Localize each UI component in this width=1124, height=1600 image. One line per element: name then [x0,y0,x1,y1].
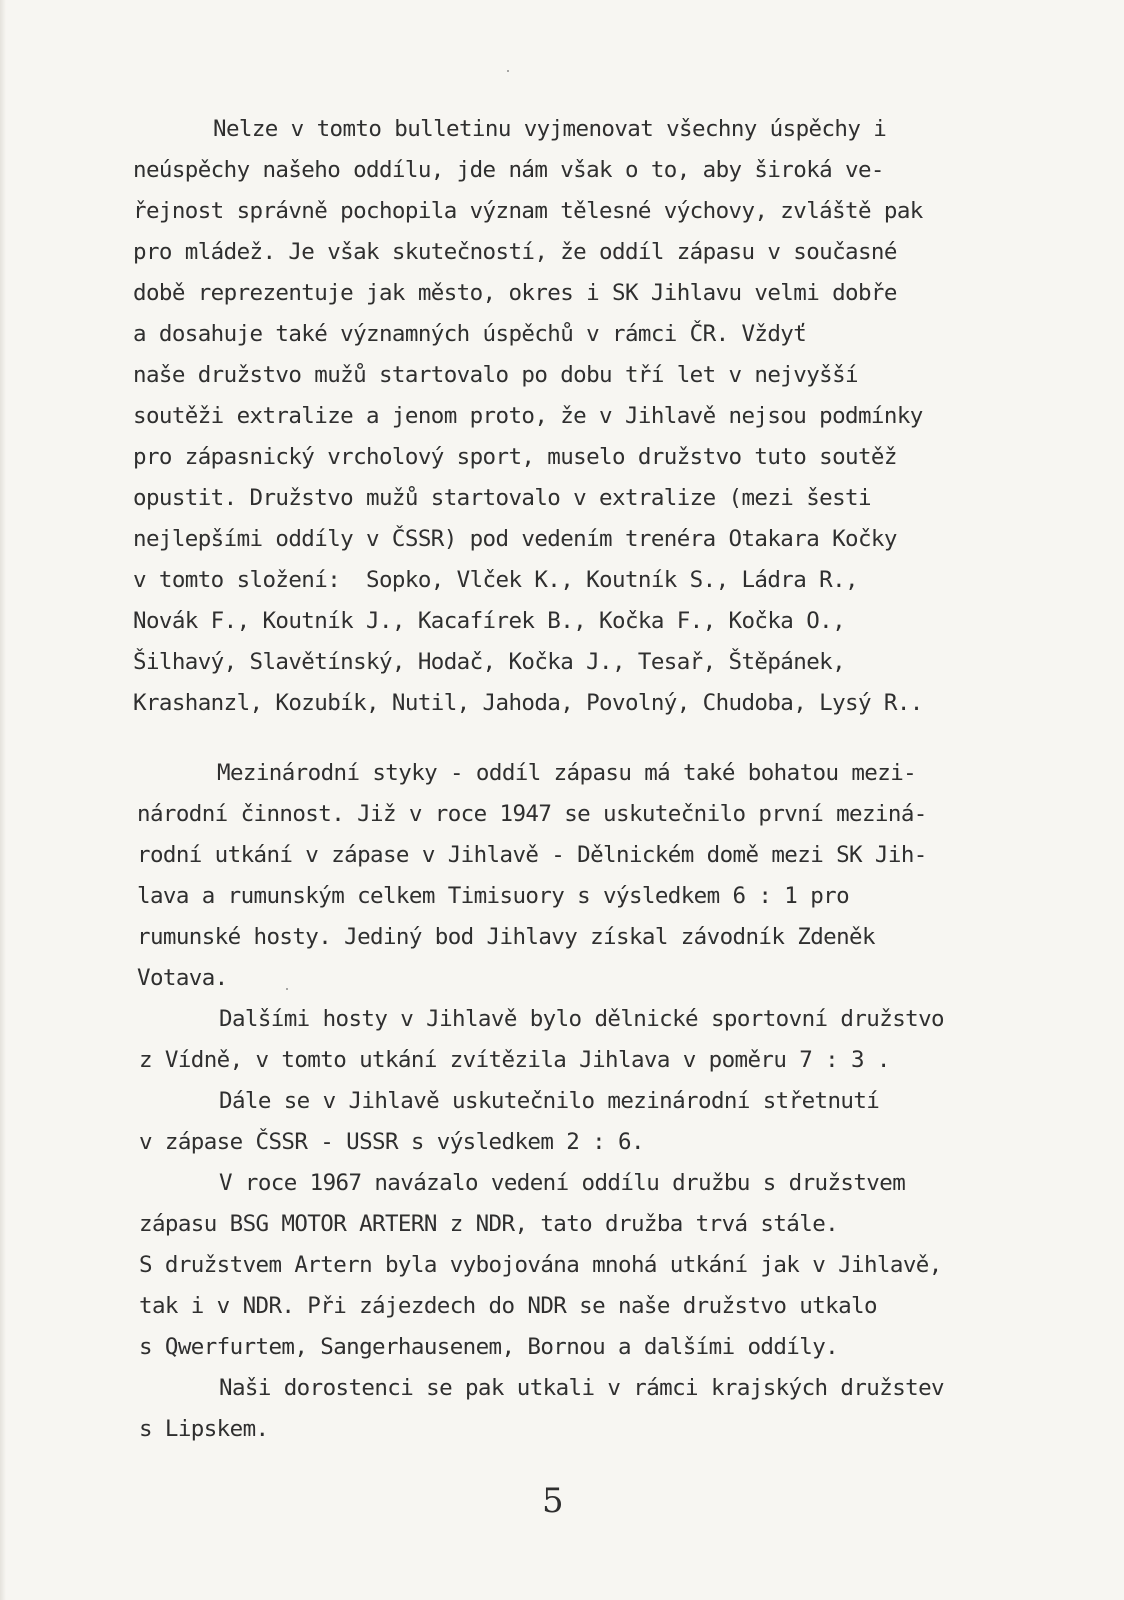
scan-speck [507,70,509,72]
text-line: Krashanzl, Kozubík, Nutil, Jahoda, Povolný, Chudoba, Lysý R.. [133,690,923,716]
text-line: zápasu BSG MOTOR ARTERN z NDR, tato družba trvá stále. [139,1211,839,1237]
text-line: nejlepšími oddíly v ČSSR) pod vedením trenéra Otakara Kočky [133,526,897,552]
text-line: řejnost správně pochopila význam tělesné výchovy, zvláště pak [133,198,923,224]
text-line: Nelze v tomto bulletinu vyjmenovat všechny úspěchy i [213,116,887,142]
text-line: Votava. [137,965,228,991]
text-line: Naši dorostenci se pak utkali v rámci krajských družstev [219,1375,944,1401]
scan-speck [286,988,288,990]
text-line: Novák F., Koutník J., Kacafírek B., Kočka F., Kočka O., [133,608,846,634]
text-line: s Qwerfurtem, Sangerhausenem, Bornou a dalšími oddíly. [139,1334,839,1360]
text-line: neúspěchy našeho oddílu, jde nám však o to, aby široká ve- [133,157,884,183]
text-line: z Vídně, v tomto utkání zvítězila Jihlava v poměru 7 : 3 . [139,1047,890,1073]
text-line: v tomto složení: Sopko, Vlček K., Koutník S., Ládra R., [133,567,858,593]
text-line: V roce 1967 navázalo vedení oddílu družbu s družstvem [219,1170,906,1196]
text-line: Šilhavý, Slavětínský, Hodač, Kočka J., Tesař, Štěpánek, [133,649,846,675]
text-line: lava a rumunským celkem Timisuory s výsledkem 6 : 1 pro [137,883,850,909]
text-line: S družstvem Artern byla vybojována mnohá utkání jak v Jihlavě, [139,1252,942,1278]
text-line: rodní utkání v zápase v Jihlavě - Dělnickém domě mezi SK Jih- [137,842,927,868]
text-line: soutěži extralize a jenom proto, že v Jihlavě nejsou podmínky [133,403,923,429]
text-line: národní činnost. Již v roce 1947 se uskutečnilo první meziná- [137,801,927,827]
page-number: 5 [542,1481,564,1521]
text-line: době reprezentuje jak město, okres i SK Jihlavu velmi dobře [133,280,897,306]
text-line: rumunské hosty. Jediný bod Jihlavy získal závodník Zdeněk [137,924,875,950]
text-line: v zápase ČSSR - USSR s výsledkem 2 : 6. [139,1129,644,1155]
scan-edge-shadow [0,0,6,1600]
text-line: opustit. Družstvo mužů startovalo v extralize (mezi šesti [133,485,871,511]
text-line: Dále se v Jihlavě uskutečnilo mezinárodní střetnutí [219,1088,880,1114]
text-line: pro mládež. Je však skutečností, že oddíl zápasu v současné [133,239,897,265]
text-line: a dosahuje také významných úspěchů v rámci ČR. Vždyť [133,321,807,347]
text-line: naše družstvo mužů startovalo po dobu tří let v nejvyšší [133,362,858,388]
text-line: Mezinárodní styky - oddíl zápasu má také bohatou mezi- [217,760,917,786]
text-line: tak i v NDR. Při zájezdech do NDR se naše družstvo utkalo [139,1293,877,1319]
text-line: pro zápasnický vrcholový sport, muselo družstvo tuto soutěž [133,444,897,470]
text-line: Dalšími hosty v Jihlavě bylo dělnické sportovní družstvo [219,1006,944,1032]
text-line: s Lipskem. [139,1416,269,1442]
